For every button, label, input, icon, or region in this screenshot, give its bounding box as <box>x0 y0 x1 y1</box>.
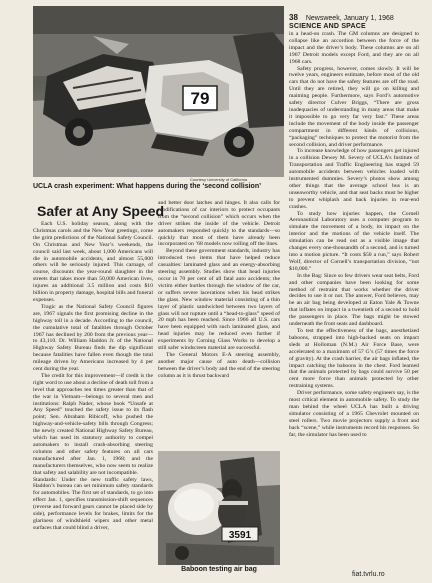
publication-date: Newsweek, January 1, 1968 <box>305 15 394 22</box>
article-column-1 <box>33 221 153 578</box>
bottom-photo-caption: Baboon testing air bag <box>181 566 257 573</box>
baboon-airbag-photo <box>158 451 280 565</box>
paragraph: Each U.S. holiday season, along with the Christmas carols and the New Year greetings, come the grim predictions of the National Safety Council. On Christmas and New Year’s weekends, the council said last week, about 1,000 Americans will die in automobile accidents, and almost 55,000 others will be seriously injured. This carnage, of course, discounts the year-round slaughter in the streets that takes more than 50,000 American lives, injures an additional 3.5 million and costs $10 billion in property damage, hospital bills and funeral expenses. <box>33 221 153 303</box>
crash-test-photo <box>33 6 284 177</box>
paragraph-in-the-bag: In the Bag: Since so few drivers wear seat belts, Ford and other companies have been looking for some method of restraint that works whether the driver decides to use it or not. The answer, Ford believes, may be an air bag being developed at Eaton Yale & Towne that inflates on impact in a twentieth of a second to hold the passengers in place. The bags might be stowed underneath the front seats and dashboard. <box>289 272 419 328</box>
photo-credit: Courtesy University of California <box>190 177 248 182</box>
paragraph: The credit for this improvement—if credit is the right word to use about a decline of death toll from a level that approaches ten times greater than that of the war in Vietnam—belongs to several men and institutions: Ralph Nader, whose book “Unsafe at Any Speed” touched the safety issue to its flash point; Sen. Abraham Ribicoff, who pushed the highway-and-vehicle-safety bills through Congress; the newly created National Highway Safety Bureau, which has used its statutory authority to compel automakers to install crash-absorbing steering columns and other safety features on all cars manufactured after Jan. 1, 1968; and the manufacturers themselves, who now seem to realize that safety and salability are not incompatible. <box>33 372 153 476</box>
paragraph: Safety progress, however, comes slowly. It will be twelve years, engineers estimate, before most of the old cars that do not have the safety features are off the road. Until they are retired, they will go on killing and maiming people. Furthermore, says Ford’s automotive safety director Culver Briggs, “There are gross inadequacies of understanding in many areas that make it impossible to go very far very fast.” These areas include the movement of the body inside the passenger compartment in different kinds of collisions, “packaging” techniques to protect the motorist from the second collision, and driver performance. <box>289 65 419 148</box>
car-number: 79 <box>190 89 210 108</box>
section-title: SCIENCE AND SPACE <box>289 23 366 30</box>
article-headline: Safer at Any Speed <box>37 203 165 219</box>
test-plate-number: 3591 <box>228 530 252 541</box>
crash-photo-illustration <box>33 6 284 177</box>
paragraph-standards: Standards: Under the new traffic safety laws, Haddon’s bureau can set minimum safety standards for automobiles. The first set of standards, to go into effect Jan. 1, specifies transmission-shift sequences (reverse and forward gears cannot be placed side by side), performance levels for brakes, limits for the glariness of windshield wipers and other metal surfaces that could blind a driver, <box>33 476 153 531</box>
watermark: fiat.tvrlu.ro <box>352 571 385 578</box>
paragraph: To increase knowledge of how passengers get injured in a collision Dewey M. Severy of UCLA’s Institute of Transportation and Traffic Engineering has staged 59 automobile accidents between vehicles loaded with instrumented dummies. Severy’s photos show among other things that the average school bus is an unseaworthy vehicle, and that seat backs must be higher to prevent whiplash and back injuries in rear-end crashes. <box>289 148 419 210</box>
baboon-photo-illustration <box>158 451 280 565</box>
page-header <box>289 13 429 22</box>
paragraph: Driver performance, some safety engineers say, is the most critical element in automobile safety. To study the man behind the wheel UCLA has built a driving simulator consisting of a 1965 Chevrolet mounted on steel rollers. Two movie projectors supply a front and back “scene,” while instruments record his responses. So far, the simulator has been used to <box>289 390 419 438</box>
top-photo-caption: UCLA crash experiment: What happens during the ‘second collision’ <box>33 183 262 190</box>
paragraph: and better door latches and hinges. It also calls for modifications of car interiors to protect occupants from the “second collision” which occurs when the driver strikes the inside of the vehicle. Detroit automakers responded quickly to the standards—so quickly that most of them have already been incorporated on ’68 models now rolling off the lines. <box>158 200 280 248</box>
paragraph: Tragic as the National Safety Council figures are, 1967 signals the first promising decline in the highway toll in a decade. According to the council, the cumulative total of fatalities through October 1967 has declined by 200 from the previous year—to 43,110. Dr. William Haddon Jr. of the National Highway Safety Bureau finds the dip significant because fatalities have fallen even though the total mileage driven by Americans increased by 4 per cent during the year. <box>33 303 153 373</box>
article-column-2 <box>158 200 280 447</box>
paragraph: in a head-on crash. The GM columns are designed to collapse like an accordion between the force of the impact and the driver’s body. These columns are on all 1967 Detroit models except Ford, and they are on all 1968 cars. <box>289 31 419 65</box>
paragraph: The General Motors E-A steering assembly, another major cause of auto death—collision between the driver’s body and the end of the steering column as it is thrust backward <box>158 351 280 379</box>
article-column-3 <box>289 31 419 580</box>
paragraph: To test the effectiveness of the bags, anesthetized baboons, strapped into high-backed seats on impact sleds at Holloman (N.M.) Air Force Base, were accelerated to a maximum of 57 G’s (57 times the force of gravity). At the crash barrier, the air bags inflated, the impact catching the baboons in the chest. Ford learned that the animals protected by bags could survive 50 per cent more force than animals protected by other restraining systems. <box>289 327 419 390</box>
page-number: 38 <box>289 13 298 22</box>
paragraph: Beyond these government standards, industry has introduced two items that have helped reduce casualties: laminated glass and an energy-absorbing steering assembly. Studies show that head injuries occur in 70 per cent of all fatal auto accidents; the victim either hurtles through the window of the car, or suffers severe lacerations when his head strikes the glass. New window material consisting of a thin layer of plastic sandwiched between two layers of glass will not rupture until a “head-to-glass” speed of 20 mph has been reached. Since 1966 all U.S. cars have been equipped with such laminated glass, and head injuries may be reduced even further if experiments by Corning Glass Works to develop a still safer windscreen material are successful. <box>158 248 280 352</box>
paragraph: To study how injuries happen, the Cornell Aeronautical Laboratory uses a computer program to simulate the movement of a body, its impact on the interior and the motions of the vehicle itself. The simulation can be read out as a visible image that changes every one-thousandth of a second, and is turned into a motion picture. “It costs $50 a run,” says Robert Wolf, director of Cornell’s transportation division, “not $10,000.” <box>289 210 419 272</box>
